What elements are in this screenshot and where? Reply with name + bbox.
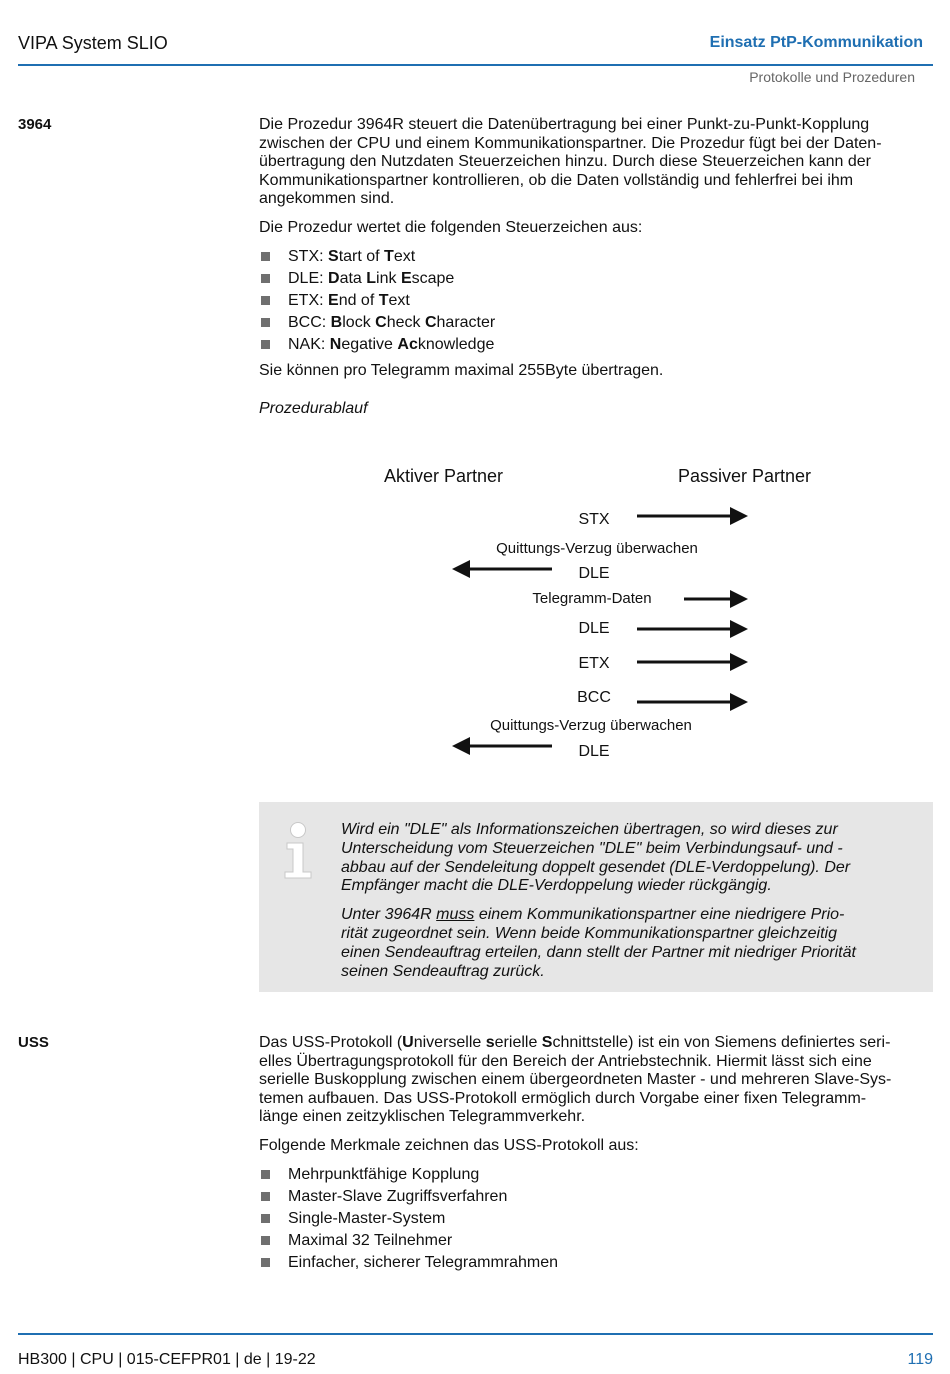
- list-item: NAK: Negative Acknowledge: [259, 334, 931, 356]
- header-divider: [18, 64, 933, 66]
- page-number: 119: [907, 1351, 933, 1368]
- section-label-3964: 3964: [18, 116, 52, 133]
- bullet-icon: [261, 274, 270, 283]
- text-line: serielle Buskopplung zwischen einem übergeordneten Master - und mehreren Slave-Sys-: [259, 1071, 892, 1089]
- bullet-icon: [261, 1192, 270, 1201]
- etx-label: ETX: [578, 655, 610, 672]
- bullet-icon: [261, 296, 270, 305]
- bullet-icon: [261, 252, 270, 261]
- list-item: Single-Master-System: [259, 1208, 931, 1230]
- bullet-icon: [261, 318, 270, 327]
- bcc-label: BCC: [577, 689, 611, 706]
- text-line: zwischen der CPU und einem Kommunikationspartner. Die Prozedur fügt bei der Daten-: [259, 134, 882, 152]
- control-chars-list: [259, 246, 931, 356]
- text-line: elles Übertragungsprotokoll für den Bereich der Antriebstechnik. Hiermit lässt sich eine: [259, 1052, 872, 1070]
- list-item: Einfacher, sicherer Telegrammrahmen: [259, 1252, 931, 1274]
- section-uss-body: [259, 1034, 931, 1274]
- text-line: Die Prozedur 3964R steuert die Datenübertragung bei einer Punkt-zu-Punkt-Kopplung: [259, 116, 870, 133]
- list-item: Maximal 32 Teilnehmer: [259, 1230, 931, 1252]
- text-line: temen aufbauen. Das USS-Protokoll ermöglich durch Vorgabe einer fixen Telegramm-: [259, 1089, 867, 1107]
- arrow-left-dle-1: [452, 560, 552, 578]
- bullet-icon: [261, 340, 270, 349]
- document-title: VIPA System SLIO: [18, 33, 168, 53]
- list-item: ETX: End of Text: [259, 290, 931, 312]
- bullet-icon: [261, 1258, 270, 1267]
- diagram-caption: Prozedurablauf: [259, 400, 368, 418]
- ack-delay-label-2: Quittungs-Verzug überwachen: [490, 717, 692, 734]
- stx-label: STX: [578, 511, 610, 528]
- text-line: übertragung den Nutzdaten Steuerzeichen hinzu. Durch diese Steuerzeichen kann der: [259, 153, 871, 171]
- telegram-size-note: Sie können pro Telegramm maximal 255Byte übertragen.: [259, 361, 664, 379]
- dle-label-3: DLE: [578, 743, 610, 760]
- arrow-right-etx: [637, 653, 748, 671]
- text-line: Kommunikationspartner kontrollieren, ob die Daten vollständig und fehlerfrei bei ihm: [259, 171, 854, 189]
- section-label-uss: USS: [18, 1034, 49, 1051]
- footer-divider: [18, 1333, 933, 1335]
- uss-features-intro: Folgende Merkmale zeichnen das USS-Protokoll aus:: [259, 1136, 639, 1154]
- ack-delay-label-1: Quittungs-Verzug überwachen: [496, 540, 698, 557]
- info-note-text: [341, 821, 901, 981]
- bullet-icon: [261, 1170, 270, 1179]
- list-item: STX: Start of Text: [259, 246, 931, 268]
- text-line: länge einen zeitzyklischen Telegrammverkehr.: [259, 1108, 586, 1126]
- info-icon: [282, 821, 316, 881]
- dle-label-2: DLE: [578, 620, 610, 637]
- list-item: DLE: Data Link Escape: [259, 268, 931, 290]
- footer-doc-id: HB300 | CPU | 015-CEFPR01 | de | 19-22: [18, 1351, 316, 1368]
- arrow-left-dle-3: [452, 737, 552, 755]
- chapter-title: Einsatz PtP-Kommunikation: [709, 34, 923, 51]
- text-line: angekommen sind.: [259, 190, 395, 208]
- uss-intro-paragraph: [259, 1034, 931, 1127]
- text-line: Das USS-Protokoll (Universelle serielle Schnittstelle) ist ein von Siemens definiertes seri-: [259, 1034, 891, 1051]
- arrow-right-telegram: [684, 590, 748, 608]
- uss-features-list: [259, 1164, 931, 1274]
- note-paragraph-priority: Unter 3964R muss einem Kommunikationspartner eine niedrigere Prio- rität zugeordnet sein. Wenn beide Kommunikationspartner gleichzeitig einen Sendeauftrag erteilen, dann stellt der Partner mit niedriger Priorität seinen Sendeauftrag zurück.: [341, 906, 856, 980]
- arrow-right-stx: [637, 507, 748, 525]
- intro-paragraph: [259, 116, 931, 209]
- section-subtitle: Protokolle und Prozeduren: [749, 69, 915, 85]
- telegram-data-label: Telegramm-Daten: [532, 590, 652, 607]
- control-chars-intro: Die Prozedur wertet die folgenden Steuerzeichen aus:: [259, 218, 643, 236]
- list-item: Mehrpunktfähige Kopplung: [259, 1164, 931, 1186]
- passive-partner-label: Passiver Partner: [678, 466, 812, 486]
- section-3964-body: [259, 116, 931, 419]
- list-item: Master-Slave Zugriffsverfahren: [259, 1186, 931, 1208]
- dle-label-1: DLE: [578, 565, 610, 582]
- note-paragraph-dle: Wird ein "DLE" als Informationszeichen übertragen, so wird dieses zur Unterscheidung vom Steuerzeichen "DLE" beim Verbindungsauf- und - abbau auf der Sendeleitung doppelt gesendet (DLE-Verdoppelung). Der Empfänger macht die DLE-Verdoppelung wieder rückgängig.: [341, 821, 851, 895]
- bullet-icon: [261, 1236, 270, 1245]
- arrow-right-bcc: [637, 693, 748, 711]
- active-partner-label: Aktiver Partner: [384, 466, 504, 486]
- list-item: BCC: Block Check Character: [259, 312, 931, 334]
- bullet-icon: [261, 1214, 270, 1223]
- arrow-right-dle-2: [637, 620, 748, 638]
